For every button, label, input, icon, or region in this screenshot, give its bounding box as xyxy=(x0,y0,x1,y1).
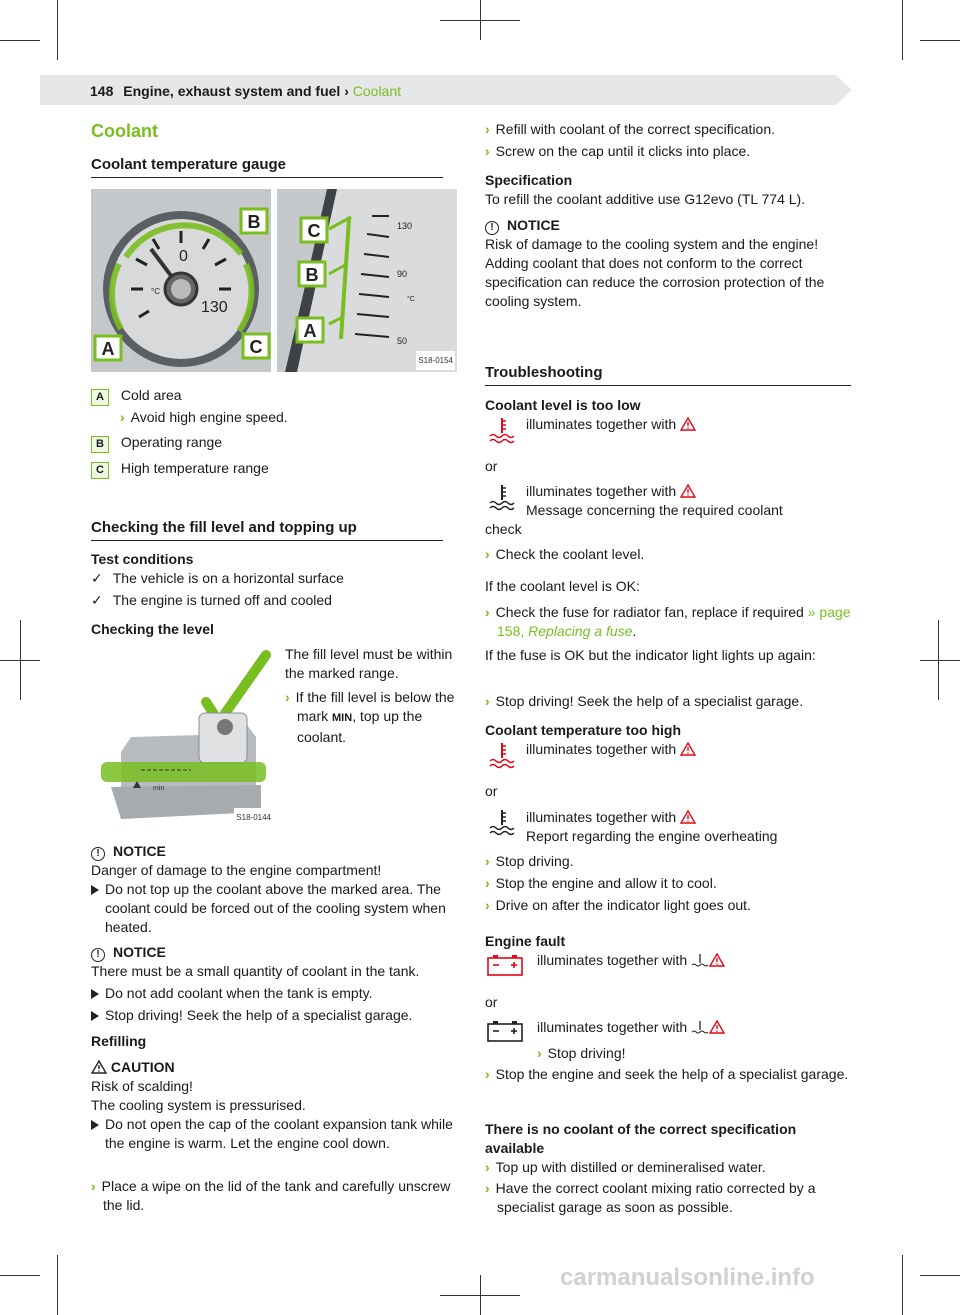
check-heading: Checking the fill level and topping up xyxy=(91,518,443,541)
info-icon: ! xyxy=(91,847,105,861)
section-title: Coolant xyxy=(91,121,158,141)
step-refill: › Refill with coolant of the correct specification. xyxy=(485,121,776,137)
warning-red-icon xyxy=(709,1020,725,1034)
notice-body: There must be a small quantity of coolant in the tank. xyxy=(91,963,420,979)
condition-1 xyxy=(91,569,344,588)
nocool-step2: › Have the correct coolant mixing ratio corrected by a specialist garage as soon as possible. xyxy=(485,1180,816,1215)
nocool-step1: › Top up with distilled or demineralised water. xyxy=(485,1159,766,1175)
ill-text: illuminates together with xyxy=(537,1019,688,1035)
crop-mark xyxy=(920,40,960,41)
caution-item xyxy=(91,1115,461,1153)
coolant-warning-red-icon xyxy=(488,741,516,769)
spec-text: To refill the coolant additive use G12evo (TL 774 L). xyxy=(485,191,806,207)
gauge-key-a: A xyxy=(101,339,115,359)
warning-red-icon xyxy=(680,742,696,756)
notice-body: Danger of damage to the engine compartment! xyxy=(91,862,382,878)
refilling-title: Refilling xyxy=(91,1033,147,1049)
step-text: Refill with coolant of the correct specification. xyxy=(495,121,776,137)
low-msg: Message concerning the required coolant xyxy=(526,502,783,518)
step-text: Place a wipe on the lid of the tank and carefully unscrew the lid. xyxy=(101,1178,451,1213)
or-text: or xyxy=(485,994,498,1010)
notice-item xyxy=(91,880,461,937)
step-text: Stop driving! Seek the help of a specialist garage. xyxy=(495,693,804,709)
notice-right xyxy=(485,216,855,311)
gauge-key-a-bar: A xyxy=(303,321,317,341)
or-text: or xyxy=(485,783,498,799)
ill-text: illuminates together with xyxy=(526,483,677,499)
bullet-icon xyxy=(91,1120,99,1130)
checking-level-title: Checking the level xyxy=(91,621,214,637)
gauge-heading: Coolant temperature gauge xyxy=(91,155,443,178)
coolant-small-icon xyxy=(691,953,709,967)
condition-text: The vehicle is on a horizontal surface xyxy=(112,570,344,586)
info-icon: ! xyxy=(91,948,105,962)
caution-item-text: Do not open the cap of the coolant expansion tank while the engine is warm. Let the engine cool down. xyxy=(105,1116,453,1151)
crop-mark xyxy=(440,20,520,21)
level-step-end: , top up the coolant. xyxy=(297,708,423,745)
gauge-key-b-bar: B xyxy=(305,265,319,285)
test-conditions-title: Test conditions xyxy=(91,551,194,567)
high-step2: › Stop the engine and allow it to cool. xyxy=(485,875,717,891)
notice-item-text: Stop driving! Seek the help of a specialist garage. xyxy=(105,1007,413,1023)
level-step: › If the fill level is below the mark MIN, top up the coolant. xyxy=(285,689,455,745)
battery-red-icon xyxy=(486,953,524,977)
legend-text-a: Cold area xyxy=(120,387,182,403)
low-ill1 xyxy=(526,415,696,434)
fault-sub: › Stop driving! xyxy=(537,1045,626,1061)
notice-line: Risk of damage to the cooling system and the engine! xyxy=(485,236,819,252)
or-text: or xyxy=(485,458,498,474)
legend-item-c xyxy=(91,459,269,479)
notice-title: NOTICE xyxy=(507,217,560,233)
notice-title: NOTICE xyxy=(113,944,166,960)
check-icon: ✓ xyxy=(91,592,103,608)
fault-title: Engine fault xyxy=(485,933,566,949)
gauge-illustration-round xyxy=(91,189,271,372)
ill-text: illuminates together with xyxy=(526,741,677,757)
notice-item xyxy=(91,1006,461,1025)
high-msg: Report regarding the engine overheating xyxy=(526,828,778,844)
tank-graphic xyxy=(91,647,275,829)
high-step1: › Stop driving. xyxy=(485,853,574,869)
warning-red-icon xyxy=(680,810,696,824)
low-check: check xyxy=(485,521,522,537)
notice-1 xyxy=(91,842,461,937)
step-text: Check the fuse for radiator fan, replace if required xyxy=(495,604,804,620)
coolant-small-icon xyxy=(691,1020,709,1034)
breadcrumb-separator: › xyxy=(344,83,349,99)
round-gauge-graphic xyxy=(91,189,271,372)
caution-title: CAUTION xyxy=(110,1059,175,1075)
high-step3: › Drive on after the indicator light goes out. xyxy=(485,897,751,913)
replacing-fuse-link[interactable]: Replacing a fuse xyxy=(528,623,633,639)
warning-icon xyxy=(91,1060,107,1074)
watermark: carmanualsonline.info xyxy=(560,1264,815,1291)
crop-mark xyxy=(920,1275,960,1276)
notice-item-text: Do not add coolant when the tank is empty. xyxy=(105,985,373,1001)
fault-step: › Stop the engine and seek the help of a specialist garage. xyxy=(485,1066,849,1082)
warning-red-icon xyxy=(680,484,696,498)
warning-red-icon xyxy=(680,417,696,431)
tank-min-label: min xyxy=(153,785,165,792)
coolant-warning-red-icon xyxy=(488,416,516,444)
condition-2 xyxy=(91,591,332,610)
step-text: Stop the engine and allow it to cool. xyxy=(495,875,717,891)
gauge-label-130-bar: 130 xyxy=(397,221,413,231)
bullet-icon xyxy=(91,885,99,895)
high-ill1 xyxy=(526,740,696,759)
crop-mark xyxy=(0,660,40,661)
step-wipe: › Place a wipe on the lid of the tank and carefully unscrew the lid. xyxy=(91,1178,451,1213)
battery-icon xyxy=(486,1019,524,1043)
figure-code: S18-0154 xyxy=(416,351,455,370)
coolant-indicator-icon xyxy=(488,483,516,511)
nocool-title: There is no coolant of the correct specification available xyxy=(485,1121,797,1156)
low-step3: › Stop driving! Seek the help of a specialist garage. xyxy=(485,693,804,709)
gauge-key-b: B xyxy=(247,212,261,232)
legend-sub-a: › Avoid high engine speed. xyxy=(120,409,288,425)
step-text: Have the correct coolant mixing ratio corrected by a specialist garage as soon as possible. xyxy=(495,1180,816,1215)
legend-key-b: B xyxy=(91,436,109,453)
step-text: Stop the engine and seek the help of a specialist garage. xyxy=(495,1066,849,1082)
warning-red-icon xyxy=(709,953,725,967)
crop-mark xyxy=(57,0,58,60)
step-text: Check the coolant level. xyxy=(495,546,645,562)
crop-mark xyxy=(902,0,903,60)
notice-title: NOTICE xyxy=(113,843,166,859)
low-step1: › Check the coolant level. xyxy=(485,546,645,562)
gauge-label-130: 130 xyxy=(201,299,228,316)
step-text: Screw on the cap until it clicks into place. xyxy=(495,143,751,159)
spec-title: Specification xyxy=(485,172,573,188)
caution-line: Risk of scalding! xyxy=(91,1078,193,1094)
legend-text-c: High temperature range xyxy=(120,460,269,476)
legend-key-a: A xyxy=(91,389,109,406)
crop-mark xyxy=(0,1275,40,1276)
gauge-label-0: 0 xyxy=(179,248,188,265)
legend-item-b xyxy=(91,433,222,453)
bar-gauge-graphic xyxy=(277,189,457,372)
caution-line: The cooling system is pressurised. xyxy=(91,1097,306,1113)
low-if-ok: If the coolant level is OK: xyxy=(485,578,640,594)
gauge-label-unit: °C xyxy=(151,287,160,296)
gauge-illustration-bar xyxy=(277,189,457,372)
crop-mark xyxy=(902,1255,903,1315)
check-icon: ✓ xyxy=(91,570,103,586)
level-step-text: If the fill level is below the mark xyxy=(295,689,455,724)
step-text: Drive on after the indicator light goes out. xyxy=(495,897,751,913)
troubleshooting-heading: Troubleshooting xyxy=(485,363,851,386)
crop-mark xyxy=(440,1295,520,1296)
crop-mark xyxy=(0,40,40,41)
bullet-icon xyxy=(91,989,99,999)
step-text: Stop driving! xyxy=(547,1045,626,1061)
low-step2: › Check the fuse for radiator fan, replace if required » page 158, Replacing a fuse. xyxy=(485,604,851,639)
page-ref-link[interactable]: » page 158, xyxy=(497,604,851,639)
low-if-fuse: If the fuse is OK but the indicator light lights up again: xyxy=(485,647,816,663)
condition-text: The engine is turned off and cooled xyxy=(112,592,332,608)
gauge-key-c-bar: C xyxy=(307,221,321,241)
low-ill2 xyxy=(526,482,696,501)
fault-ill1 xyxy=(537,951,725,970)
gauge-key-c: C xyxy=(249,337,263,357)
ill-text: illuminates together with xyxy=(537,952,688,968)
notice-item xyxy=(91,984,461,1003)
breadcrumb-path[interactable]: Engine, exhaust system and fuel xyxy=(123,83,341,99)
caution-box xyxy=(91,1058,461,1153)
tank-illustration xyxy=(91,647,275,829)
legend-text-b: Operating range xyxy=(120,434,223,450)
step-text: Top up with distilled or demineralised water. xyxy=(495,1159,766,1175)
step-end: . xyxy=(632,623,637,639)
gauge-label-50: 50 xyxy=(397,336,408,346)
high-ill2 xyxy=(526,808,696,827)
legend-key-c: C xyxy=(91,462,109,479)
step-screw: › Screw on the cap until it clicks into place. xyxy=(485,143,751,159)
ill-text: illuminates together with xyxy=(526,809,677,825)
legend-item-a xyxy=(91,386,182,406)
breadcrumb-current[interactable]: Coolant xyxy=(352,83,402,99)
notice-2 xyxy=(91,943,461,1025)
fault-ill2 xyxy=(537,1018,725,1037)
gauge-label-unit-bar: °C xyxy=(407,296,415,303)
legend-sub-text: Avoid high engine speed. xyxy=(130,409,288,425)
min-mark: MIN xyxy=(332,712,353,724)
info-icon: ! xyxy=(485,221,499,235)
high-title: Coolant temperature too high xyxy=(485,722,681,738)
breadcrumb xyxy=(90,82,401,101)
crop-mark xyxy=(57,1255,58,1315)
ill-text: illuminates together with xyxy=(526,416,677,432)
coolant-indicator-icon xyxy=(488,808,516,836)
notice-line: Adding coolant that does not conform to the correct specification can reduce the corrosion protection of the cooling system. xyxy=(485,255,825,309)
crop-mark xyxy=(920,660,960,661)
gauge-label-90: 90 xyxy=(397,269,408,279)
page-number: 148 xyxy=(90,83,114,99)
bullet-icon xyxy=(91,1011,99,1021)
figure-code: S18-0144 xyxy=(234,808,273,827)
step-text: Stop driving. xyxy=(495,853,574,869)
level-text: The fill level must be within the marked range. xyxy=(285,646,453,681)
notice-item-text: Do not top up the coolant above the marked area. The coolant could be forced out of the cooling system when heated. xyxy=(105,881,446,935)
low-title: Coolant level is too low xyxy=(485,397,641,413)
